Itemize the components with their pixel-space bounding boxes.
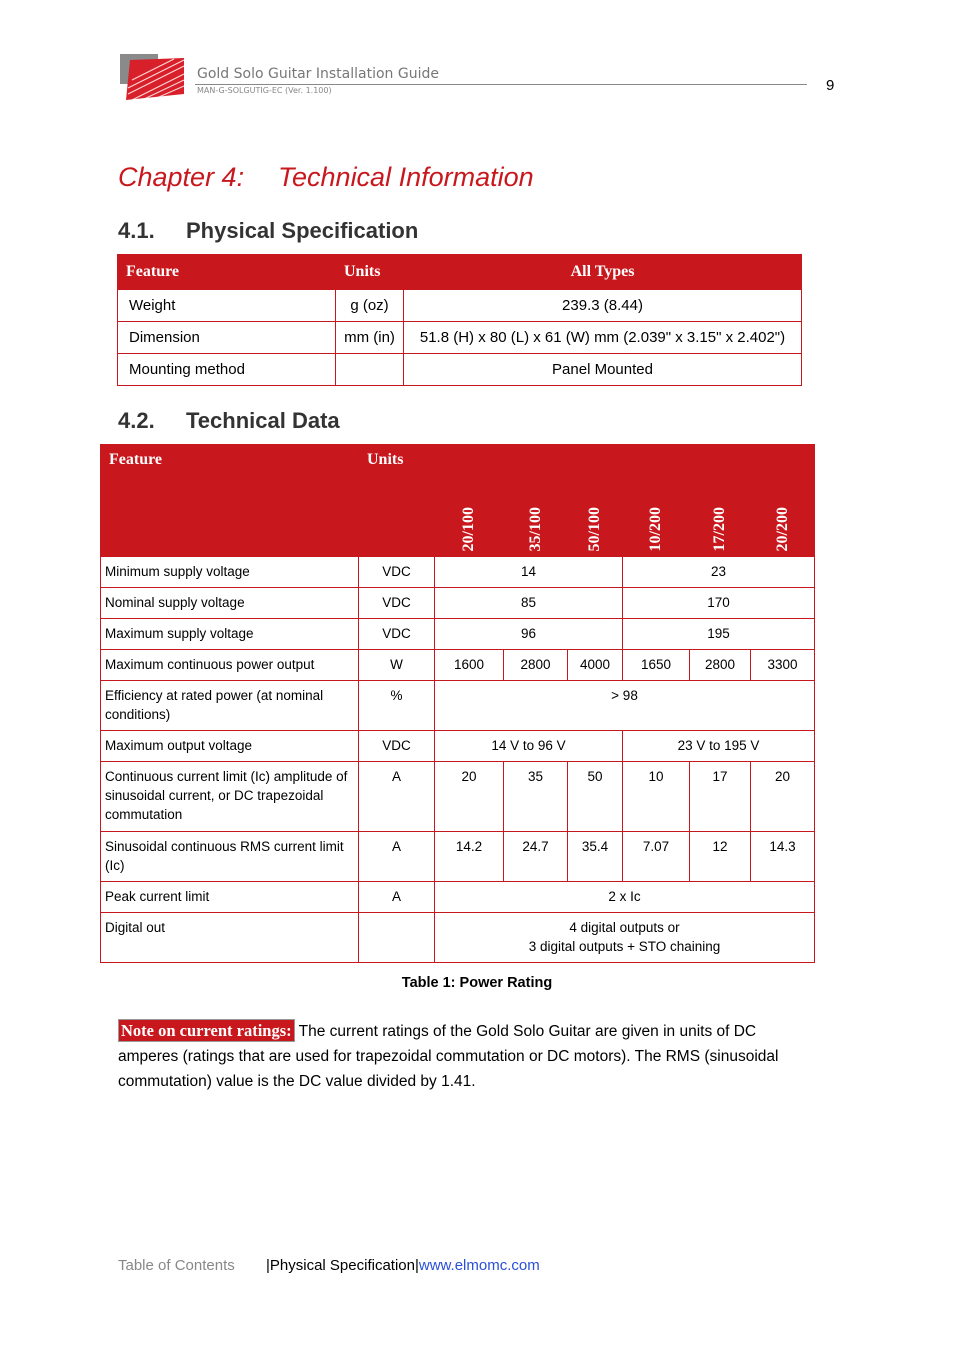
cell-value: 35 xyxy=(504,762,568,832)
table-row xyxy=(101,681,815,731)
chapter-title: Technical Information xyxy=(278,162,534,192)
cell-feature: Maximum continuous power output xyxy=(101,650,359,681)
model-label: 50/100 xyxy=(586,506,603,551)
cell-value: 50 xyxy=(568,762,623,832)
col-header-model xyxy=(568,445,623,557)
table-row xyxy=(101,588,815,619)
cell-feature: Mounting method xyxy=(118,354,336,386)
footer-section-label: |Physical Specification| xyxy=(266,1257,419,1274)
cell-units: VDC xyxy=(359,731,435,762)
model-label: 10/200 xyxy=(647,506,664,551)
col-header-model xyxy=(504,445,568,557)
cell-feature: Maximum supply voltage xyxy=(101,619,359,650)
note-label: Note on current ratings: xyxy=(118,1019,295,1042)
note-paragraph xyxy=(118,1018,818,1094)
col-header-feature: Feature xyxy=(118,255,336,290)
cell-feature: Minimum supply voltage xyxy=(101,557,359,588)
table-row xyxy=(101,832,815,882)
cell-units: % xyxy=(359,681,435,731)
cell-value: 12 xyxy=(690,832,751,882)
model-label: 20/100 xyxy=(460,506,477,551)
cell-units: VDC xyxy=(359,588,435,619)
header-doc-code: MAN-G-SOLGUTIG-EC (Ver. 1.100) xyxy=(197,86,332,95)
cell-value: > 98 xyxy=(435,681,815,731)
cell-value: 85 xyxy=(435,588,623,619)
cell-value: 20 xyxy=(751,762,815,832)
cell-value: 170 xyxy=(623,588,815,619)
header-title: Gold Solo Guitar Installation Guide xyxy=(197,66,439,82)
cell-value: 14.3 xyxy=(751,832,815,882)
section-number: 4.1. xyxy=(118,218,155,243)
model-label: 35/100 xyxy=(526,506,544,551)
col-header-model xyxy=(435,445,504,557)
section-title: Physical Specification xyxy=(186,218,419,243)
cell-value: 17 xyxy=(690,762,751,832)
col-header-units: Units xyxy=(336,255,404,290)
cell-value: 96 xyxy=(435,619,623,650)
cell-value: 20 xyxy=(435,762,504,832)
col-header-model xyxy=(690,445,751,557)
table-row xyxy=(101,619,815,650)
table-header-row xyxy=(101,445,815,557)
cell-value: 2800 xyxy=(690,650,751,681)
footer-website-link[interactable]: www.elmomc.com xyxy=(418,1257,540,1274)
cell-value: Panel Mounted xyxy=(404,354,802,386)
table-row xyxy=(101,650,815,681)
cell-units: A xyxy=(359,882,435,913)
cell-units: VDC xyxy=(359,619,435,650)
physical-spec-table xyxy=(117,254,802,386)
table-row xyxy=(118,322,802,354)
digital-out-line: 3 digital outputs + STO chaining xyxy=(528,939,721,954)
table-row xyxy=(118,354,802,386)
cell-feature: Nominal supply voltage xyxy=(101,588,359,619)
cell-value: 14 xyxy=(435,557,623,588)
cell-value: 10 xyxy=(623,762,690,832)
chapter-heading xyxy=(118,162,534,193)
cell-feature: Sinusoidal continuous RMS current limit (Ic) xyxy=(101,832,359,882)
cell-value: 23 V to 195 V xyxy=(623,731,815,762)
cell-value: 2 x Ic xyxy=(435,882,815,913)
cell-feature: Weight xyxy=(118,290,336,322)
cell-feature: Digital out xyxy=(101,913,359,963)
cell-value: 7.07 xyxy=(623,832,690,882)
technical-data-table xyxy=(100,444,815,963)
cell-units: A xyxy=(359,762,435,832)
col-header-model xyxy=(623,445,690,557)
table-caption: Table 1: Power Rating xyxy=(401,975,553,991)
col-header-model xyxy=(751,445,815,557)
cell-units xyxy=(359,913,435,963)
cell-value: 1600 xyxy=(435,650,504,681)
cell-feature: Peak current limit xyxy=(101,882,359,913)
cell-units: A xyxy=(359,832,435,882)
col-header-units: Units xyxy=(359,445,435,557)
cell-value: 51.8 (H) x 80 (L) x 61 (W) mm (2.039" x 3.15" x 2.402") xyxy=(404,322,802,354)
cell-units: g (oz) xyxy=(336,290,404,322)
cell-feature: Continuous current limit (Ic) amplitude of sinusoidal current, or DC trapezoidal commutation xyxy=(101,762,359,832)
footer-section xyxy=(266,1257,540,1274)
cell-value: 3300 xyxy=(751,650,815,681)
cell-feature: Maximum output voltage xyxy=(101,731,359,762)
cell-value: 35.4 xyxy=(568,832,623,882)
header-rule xyxy=(195,84,807,85)
model-label: 20/200 xyxy=(773,506,791,551)
section-number: 4.2. xyxy=(118,408,155,433)
table-row xyxy=(101,731,815,762)
cell-value: 23 xyxy=(623,557,815,588)
page-number: 9 xyxy=(826,77,835,94)
digital-out-line: 4 digital outputs or xyxy=(569,920,680,935)
footer-toc-link[interactable]: Table of Contents xyxy=(118,1257,235,1274)
note-text: The current ratings of the Gold Solo Guitar are given in units of DC amperes (ratings that are used for trapezoidal commutation or DC motors). The RMS (sinusoidal commutation) value is the DC value divided by 1.41. xyxy=(118,1023,779,1090)
cell-value: 14 V to 96 V xyxy=(435,731,623,762)
section-title: Technical Data xyxy=(186,408,340,433)
cell-value: 2800 xyxy=(504,650,568,681)
cell-value xyxy=(435,913,815,963)
cell-value: 239.3 (8.44) xyxy=(404,290,802,322)
table-header-row xyxy=(118,255,802,290)
table-row xyxy=(118,290,802,322)
cell-units: VDC xyxy=(359,557,435,588)
model-label: 17/200 xyxy=(711,506,728,551)
cell-value: 4000 xyxy=(568,650,623,681)
section-heading-technical xyxy=(118,408,340,434)
elmo-logo xyxy=(118,54,186,102)
table-row xyxy=(101,557,815,588)
table-row xyxy=(101,762,815,832)
col-header-feature: Feature xyxy=(101,445,359,557)
cell-value: 195 xyxy=(623,619,815,650)
cell-feature: Efficiency at rated power (at nominal conditions) xyxy=(101,681,359,731)
chapter-number: Chapter 4: xyxy=(118,162,245,192)
table-row xyxy=(101,913,815,963)
col-header-all-types: All Types xyxy=(404,255,802,290)
cell-value: 1650 xyxy=(623,650,690,681)
cell-value: 24.7 xyxy=(504,832,568,882)
table-row xyxy=(101,882,815,913)
cell-units: mm (in) xyxy=(336,322,404,354)
cell-units: W xyxy=(359,650,435,681)
section-heading-physical xyxy=(118,218,418,244)
cell-value: 14.2 xyxy=(435,832,504,882)
cell-feature: Dimension xyxy=(118,322,336,354)
cell-units xyxy=(336,354,404,386)
